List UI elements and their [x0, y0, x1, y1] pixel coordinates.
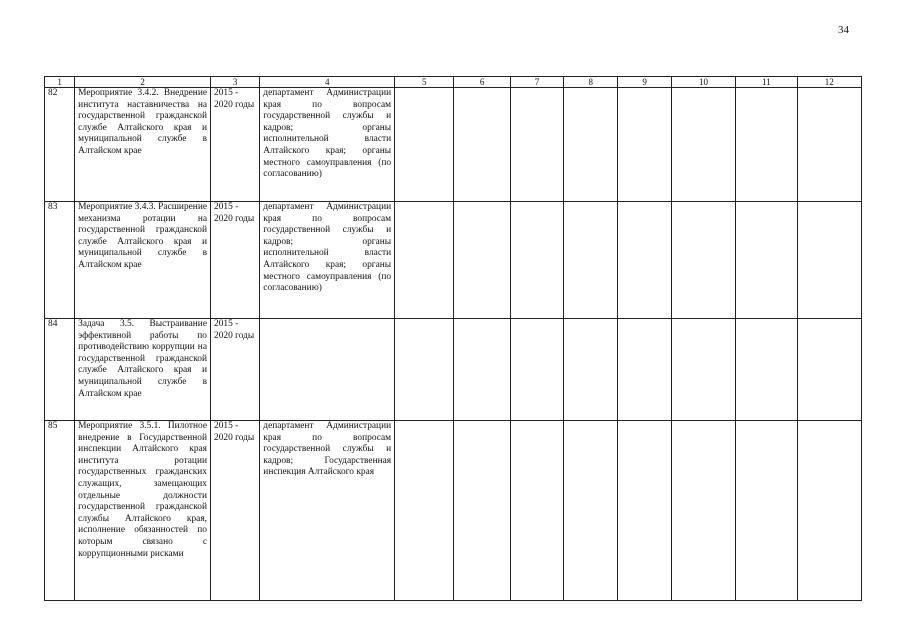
activity-name: Задача 3.5. Выстраивание эффективной работы по противодействию коррупции на государственной гражданской службе Алтайского края и муниципальной службе в Алтайском крае [75, 319, 211, 421]
value-cell [797, 421, 861, 601]
column-number-row [45, 77, 862, 88]
value-cell [671, 319, 735, 421]
column-header-7: 7 [510, 77, 563, 88]
value-cell [736, 202, 797, 319]
value-cell [395, 319, 454, 421]
table-row [45, 319, 862, 421]
value-cell [454, 421, 510, 601]
value-cell [564, 88, 618, 202]
value-cell [454, 88, 510, 202]
activity-name: Мероприятие 3.5.1. Пилотное внедрение в Государственной инспекции Алтайского края института ротации государственных гражданских служащих, замещающих отдельные должности государственной гражданской службы Алтайского края, исполнение обязанностей по которым связано с коррупционными рисками [75, 421, 211, 601]
value-cell [454, 202, 510, 319]
value-cell [736, 421, 797, 601]
activity-period: 2015 - 2020 годы [211, 202, 260, 319]
column-header-4: 4 [260, 77, 395, 88]
value-cell [564, 319, 618, 421]
value-cell [736, 88, 797, 202]
value-cell [797, 319, 861, 421]
value-cell [395, 421, 454, 601]
column-header-12: 12 [797, 77, 861, 88]
responsible-executors: департамент Администрации края по вопросам государственной службы и кадров; Государственная инспекция Алтайского края [260, 421, 395, 601]
responsible-executors: департамент Администрации края по вопросам государственной службы и кадров; органы исполнительной власти Алтайского края; органы местного самоуправления (по согласованию) [260, 88, 395, 202]
value-cell [618, 202, 671, 319]
row-number: 85 [45, 421, 75, 601]
row-number: 84 [45, 319, 75, 421]
table-row [45, 88, 862, 202]
column-header-8: 8 [564, 77, 618, 88]
value-cell [510, 421, 563, 601]
program-activities-table [44, 76, 862, 601]
value-cell [671, 421, 735, 601]
responsible-executors [260, 319, 395, 421]
column-header-10: 10 [671, 77, 735, 88]
column-header-9: 9 [618, 77, 671, 88]
value-cell [395, 88, 454, 202]
page-number: 34 [838, 24, 849, 36]
responsible-executors: департамент Администрации края по вопросам государственной службы и кадров; органы исполнительной власти Алтайского края; органы местного самоуправления (по согласованию) [260, 202, 395, 319]
column-header-3: 3 [211, 77, 260, 88]
value-cell [618, 319, 671, 421]
value-cell [454, 319, 510, 421]
activity-period: 2015 - 2020 годы [211, 319, 260, 421]
column-header-2: 2 [75, 77, 211, 88]
activity-period: 2015 - 2020 годы [211, 421, 260, 601]
value-cell [797, 88, 861, 202]
row-number: 83 [45, 202, 75, 319]
value-cell [564, 202, 618, 319]
column-header-1: 1 [45, 77, 75, 88]
value-cell [736, 319, 797, 421]
row-number: 82 [45, 88, 75, 202]
value-cell [671, 88, 735, 202]
activity-name: Мероприятие 3.4.3. Расширение механизма ротации на государственной гражданской службе Алтайского края и муниципальной службе в Алтайском крае [75, 202, 211, 319]
value-cell [671, 202, 735, 319]
value-cell [797, 202, 861, 319]
value-cell [510, 319, 563, 421]
table-row [45, 202, 862, 319]
column-header-11: 11 [736, 77, 797, 88]
activity-name: Мероприятие 3.4.2. Внедрение института наставничества на государственной гражданской службе Алтайского края и муниципальной службе в Алтайском крае [75, 88, 211, 202]
value-cell [618, 421, 671, 601]
value-cell [510, 88, 563, 202]
value-cell [618, 88, 671, 202]
value-cell [564, 421, 618, 601]
value-cell [510, 202, 563, 319]
table-row [45, 421, 862, 601]
column-header-5: 5 [395, 77, 454, 88]
column-header-6: 6 [454, 77, 510, 88]
activity-period: 2015 - 2020 годы [211, 88, 260, 202]
value-cell [395, 202, 454, 319]
